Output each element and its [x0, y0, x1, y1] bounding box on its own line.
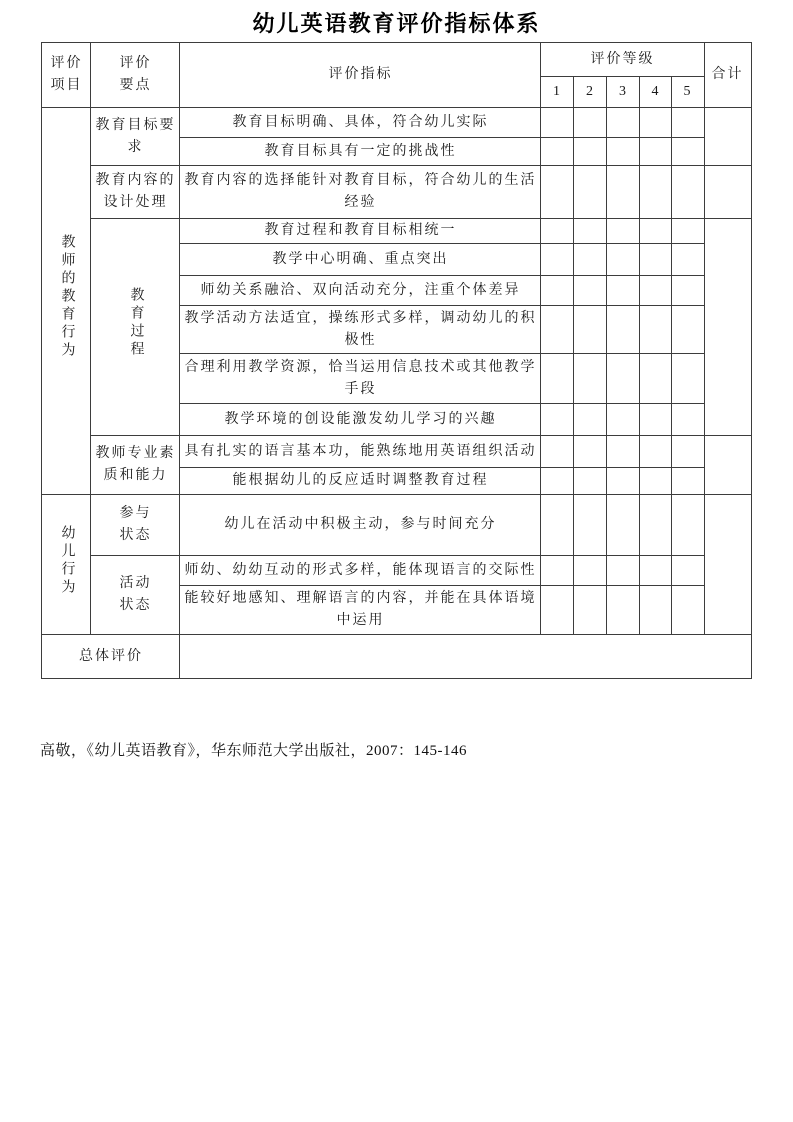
- grade-cell: [672, 108, 704, 138]
- grade-cell: [574, 306, 607, 354]
- grade-cell: [541, 138, 574, 166]
- header-total: 合计: [704, 43, 751, 108]
- header-item-label: 评价项目: [50, 56, 83, 93]
- grade-cell: [574, 586, 607, 635]
- point-goal-requirements: 教育目标要求: [91, 108, 180, 166]
- grade-cell: [607, 586, 640, 635]
- indicator-cell: 合理利用教学资源，恰当运用信息技术或其他教学手段: [180, 354, 541, 404]
- evaluation-table: [41, 42, 751, 679]
- header-point-label: 评价要点: [119, 56, 152, 93]
- grade-cell: [607, 404, 640, 436]
- grade-cell: [672, 404, 704, 436]
- grade-cell: [640, 108, 672, 138]
- grade-cell: [640, 138, 672, 166]
- grade-cell: [607, 354, 640, 404]
- indicator-cell: 教学中心明确、重点突出: [180, 244, 541, 276]
- grade-cell: [672, 468, 704, 495]
- point-activity-state: [91, 556, 180, 635]
- indicator-cell: 能较好地感知、理解语言的内容，并能在具体语境中运用: [180, 586, 541, 635]
- grade-cell: [541, 468, 574, 495]
- point-education-process-label: 教育过程: [128, 287, 144, 360]
- grade-cell: [640, 495, 672, 556]
- overall-evaluation-cell: [180, 635, 751, 679]
- grade-cell: [672, 354, 704, 404]
- overall-evaluation-label: 总体评价: [42, 635, 180, 679]
- indicator-cell: 教育目标明确、具体，符合幼儿实际: [180, 108, 541, 138]
- citation: 高敬，《幼儿英语教育》，华东师范大学出版社，2007：145-146: [40, 743, 467, 759]
- grade-cell: [574, 219, 607, 244]
- grade-cell: [672, 138, 704, 166]
- grade-cell: [640, 404, 672, 436]
- total-cell: [704, 166, 751, 219]
- grade-cell: [541, 354, 574, 404]
- grade-cell: [672, 495, 704, 556]
- indicator-cell: 具有扎实的语言基本功，能熟练地用英语组织活动: [180, 436, 541, 468]
- point-participation-state-label: 参与状态: [119, 506, 152, 543]
- grade-cell: [607, 219, 640, 244]
- grade-level-5: 5: [672, 77, 704, 108]
- grade-cell: [640, 468, 672, 495]
- grade-cell: [672, 306, 704, 354]
- point-participation-state: [91, 495, 180, 556]
- grade-cell: [607, 495, 640, 556]
- grade-cell: [541, 436, 574, 468]
- grade-cell: [541, 556, 574, 586]
- grade-cell: [574, 138, 607, 166]
- grade-cell: [640, 436, 672, 468]
- grade-cell: [672, 276, 704, 306]
- page-title: 幼儿英语教育评价指标体系: [252, 11, 541, 36]
- indicator-cell: 教学环境的创设能激发幼儿学习的兴趣: [180, 404, 541, 436]
- section-teacher-label: 教师的教育行为: [59, 234, 75, 361]
- grade-cell: [672, 556, 704, 586]
- grade-cell: [672, 586, 704, 635]
- grade-cell: [574, 108, 607, 138]
- grade-cell: [640, 556, 672, 586]
- grade-level-3: 3: [607, 77, 640, 108]
- grade-cell: [574, 166, 607, 219]
- grade-cell: [574, 495, 607, 556]
- grade-cell: [541, 219, 574, 244]
- section-teacher: [42, 108, 91, 495]
- header-grade: 评价等级: [541, 43, 704, 77]
- indicator-cell: 教学活动方法适宜，操练形式多样，调动幼儿的积极性: [180, 306, 541, 354]
- grade-cell: [607, 244, 640, 276]
- indicator-cell: 幼儿在活动中积极主动，参与时间充分: [180, 495, 541, 556]
- grade-cell: [607, 276, 640, 306]
- grade-cell: [640, 354, 672, 404]
- header-indicator: [180, 43, 541, 108]
- grade-cell: [607, 138, 640, 166]
- point-education-process: [91, 219, 180, 436]
- grade-cell: [574, 556, 607, 586]
- grade-cell: [574, 436, 607, 468]
- grade-cell: [640, 276, 672, 306]
- grade-cell: [640, 244, 672, 276]
- section-child-label: 幼儿行为: [59, 524, 75, 597]
- indicator-cell: 教育过程和教育目标相统一: [180, 219, 541, 244]
- grade-cell: [574, 404, 607, 436]
- header-indicator-label: 评价指标: [328, 67, 393, 83]
- grade-cell: [541, 108, 574, 138]
- point-teacher-competence: 教师专业素质和能力: [91, 436, 180, 495]
- total-cell: [704, 108, 751, 166]
- header-point: [91, 43, 180, 108]
- grade-cell: [640, 306, 672, 354]
- grade-level-1: 1: [541, 77, 574, 108]
- grade-cell: [672, 219, 704, 244]
- grade-cell: [672, 436, 704, 468]
- point-content-design: 教育内容的设计处理: [91, 166, 180, 219]
- grade-level-2: 2: [574, 77, 607, 108]
- grade-cell: [607, 556, 640, 586]
- grade-cell: [541, 306, 574, 354]
- indicator-cell: 师幼、幼幼互动的形式多样，能体现语言的交际性: [180, 556, 541, 586]
- grade-cell: [541, 166, 574, 219]
- total-cell: [704, 219, 751, 436]
- grade-cell: [607, 436, 640, 468]
- grade-cell: [574, 354, 607, 404]
- section-child: [42, 495, 91, 635]
- grade-cell: [607, 306, 640, 354]
- indicator-cell: 教育目标具有一定的挑战性: [180, 138, 541, 166]
- grade-cell: [541, 276, 574, 306]
- grade-cell: [541, 495, 574, 556]
- grade-cell: [541, 244, 574, 276]
- grade-cell: [541, 404, 574, 436]
- grade-cell: [640, 586, 672, 635]
- grade-level-4: 4: [640, 77, 672, 108]
- grade-cell: [640, 166, 672, 219]
- indicator-cell: 能根据幼儿的反应适时调整教育过程: [180, 468, 541, 495]
- total-cell: [704, 495, 751, 635]
- point-activity-state-label: 活动状态: [119, 576, 152, 613]
- grade-cell: [640, 219, 672, 244]
- header-item: [42, 43, 91, 108]
- grade-cell: [607, 468, 640, 495]
- grade-cell: [574, 468, 607, 495]
- grade-cell: [574, 276, 607, 306]
- grade-cell: [574, 244, 607, 276]
- indicator-cell: 教育内容的选择能针对教育目标，符合幼儿的生活经验: [180, 166, 541, 219]
- grade-cell: [672, 166, 704, 219]
- grade-cell: [607, 108, 640, 138]
- grade-cell: [672, 244, 704, 276]
- indicator-cell: 师幼关系融洽、双向活动充分，注重个体差异: [180, 276, 541, 306]
- total-cell: [704, 436, 751, 495]
- grade-cell: [607, 166, 640, 219]
- grade-cell: [541, 586, 574, 635]
